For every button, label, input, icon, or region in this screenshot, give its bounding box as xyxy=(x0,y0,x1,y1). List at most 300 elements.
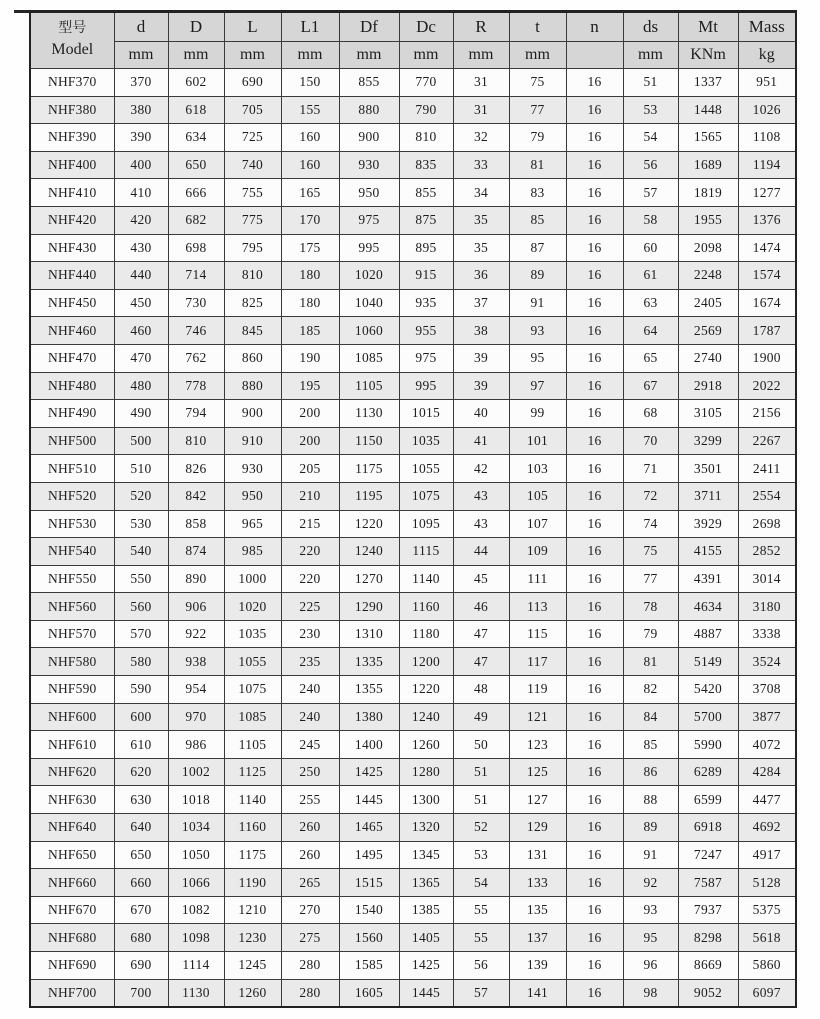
value-cell-dc: 1160 xyxy=(399,593,453,621)
value-cell-t: 141 xyxy=(509,979,566,1007)
value-cell-mass: 3708 xyxy=(738,676,796,704)
value-cell-df: 1335 xyxy=(339,648,399,676)
value-cell-dc: 935 xyxy=(399,289,453,317)
value-cell-mt: 1337 xyxy=(678,69,738,97)
value-cell-t: 101 xyxy=(509,427,566,455)
model-cell: NHF640 xyxy=(30,814,114,842)
value-cell-n: 16 xyxy=(566,289,623,317)
model-cell: NHF390 xyxy=(30,124,114,152)
value-cell-r: 56 xyxy=(453,952,509,980)
value-cell-d: 746 xyxy=(168,317,224,345)
column-header-d: D xyxy=(168,12,224,42)
value-cell-dc: 1095 xyxy=(399,510,453,538)
value-cell-ds: 85 xyxy=(623,731,678,759)
value-cell-mt: 2248 xyxy=(678,262,738,290)
value-cell-t: 81 xyxy=(509,151,566,179)
value-cell-d: 634 xyxy=(168,124,224,152)
value-cell-df: 1020 xyxy=(339,262,399,290)
value-cell-t: 113 xyxy=(509,593,566,621)
value-cell-mt: 5700 xyxy=(678,703,738,731)
value-cell-dc: 1115 xyxy=(399,538,453,566)
value-cell-r: 57 xyxy=(453,979,509,1007)
table-row xyxy=(30,620,796,648)
value-cell-mt: 3299 xyxy=(678,427,738,455)
value-cell-t: 127 xyxy=(509,786,566,814)
table-row xyxy=(30,482,796,510)
model-cell: NHF570 xyxy=(30,620,114,648)
value-cell-d: 380 xyxy=(114,96,168,124)
value-cell-r: 48 xyxy=(453,676,509,704)
value-cell-dc: 1055 xyxy=(399,455,453,483)
column-unit-mass: kg xyxy=(738,42,796,69)
value-cell-n: 16 xyxy=(566,565,623,593)
value-cell-t: 77 xyxy=(509,96,566,124)
value-cell-df: 1515 xyxy=(339,869,399,897)
value-cell-l: 860 xyxy=(224,344,281,372)
column-unit-n xyxy=(566,42,623,69)
value-cell-ds: 63 xyxy=(623,289,678,317)
value-cell-df: 1380 xyxy=(339,703,399,731)
value-cell-l: 725 xyxy=(224,124,281,152)
model-cell: NHF540 xyxy=(30,538,114,566)
value-cell-dc: 1200 xyxy=(399,648,453,676)
table-row xyxy=(30,786,796,814)
value-cell-n: 16 xyxy=(566,896,623,924)
table-row xyxy=(30,676,796,704)
value-cell-d: 550 xyxy=(114,565,168,593)
value-cell-n: 16 xyxy=(566,648,623,676)
column-unit-t: mm xyxy=(509,42,566,69)
value-cell-df: 1150 xyxy=(339,427,399,455)
column-header-l1: L1 xyxy=(281,12,339,42)
table-row xyxy=(30,179,796,207)
value-cell-mt: 7937 xyxy=(678,896,738,924)
value-cell-d: 430 xyxy=(114,234,168,262)
value-cell-mass: 951 xyxy=(738,69,796,97)
value-cell-dc: 1385 xyxy=(399,896,453,924)
model-cell: NHF700 xyxy=(30,979,114,1007)
table-row xyxy=(30,151,796,179)
value-cell-r: 44 xyxy=(453,538,509,566)
column-header-l: L xyxy=(224,12,281,42)
column-unit-d: mm xyxy=(114,42,168,69)
model-cell: NHF510 xyxy=(30,455,114,483)
model-cell: NHF550 xyxy=(30,565,114,593)
value-cell-d: 630 xyxy=(114,786,168,814)
model-cell: NHF520 xyxy=(30,482,114,510)
value-cell-l1: 170 xyxy=(281,206,339,234)
value-cell-d: 1050 xyxy=(168,841,224,869)
model-cell: NHF470 xyxy=(30,344,114,372)
value-cell-df: 1175 xyxy=(339,455,399,483)
value-cell-t: 133 xyxy=(509,869,566,897)
value-cell-l1: 220 xyxy=(281,565,339,593)
value-cell-dc: 995 xyxy=(399,372,453,400)
value-cell-l: 795 xyxy=(224,234,281,262)
value-cell-t: 83 xyxy=(509,179,566,207)
column-header-df: Df xyxy=(339,12,399,42)
model-cell: NHF650 xyxy=(30,841,114,869)
model-header-en: Model xyxy=(51,41,94,59)
value-cell-mass: 5618 xyxy=(738,924,796,952)
value-cell-mass: 2698 xyxy=(738,510,796,538)
value-cell-l1: 225 xyxy=(281,593,339,621)
value-cell-t: 105 xyxy=(509,482,566,510)
value-cell-df: 1240 xyxy=(339,538,399,566)
value-cell-l1: 180 xyxy=(281,289,339,317)
value-cell-l: 1105 xyxy=(224,731,281,759)
value-cell-dc: 895 xyxy=(399,234,453,262)
value-cell-l: 1035 xyxy=(224,620,281,648)
table-row xyxy=(30,565,796,593)
value-cell-mass: 2267 xyxy=(738,427,796,455)
model-cell: NHF490 xyxy=(30,400,114,428)
value-cell-d: 680 xyxy=(114,924,168,952)
value-cell-l: 965 xyxy=(224,510,281,538)
value-cell-mass: 2852 xyxy=(738,538,796,566)
value-cell-l: 1020 xyxy=(224,593,281,621)
value-cell-t: 95 xyxy=(509,344,566,372)
value-cell-t: 85 xyxy=(509,206,566,234)
value-cell-dc: 1300 xyxy=(399,786,453,814)
value-cell-ds: 96 xyxy=(623,952,678,980)
value-cell-l1: 190 xyxy=(281,344,339,372)
value-cell-df: 1540 xyxy=(339,896,399,924)
value-cell-n: 16 xyxy=(566,455,623,483)
model-cell: NHF580 xyxy=(30,648,114,676)
value-cell-mass: 1108 xyxy=(738,124,796,152)
table-header xyxy=(30,12,796,69)
value-cell-r: 46 xyxy=(453,593,509,621)
model-cell: NHF480 xyxy=(30,372,114,400)
value-cell-l1: 200 xyxy=(281,400,339,428)
value-cell-n: 16 xyxy=(566,96,623,124)
value-cell-d: 1002 xyxy=(168,758,224,786)
value-cell-n: 16 xyxy=(566,538,623,566)
value-cell-df: 1060 xyxy=(339,317,399,345)
value-cell-l1: 280 xyxy=(281,979,339,1007)
value-cell-r: 38 xyxy=(453,317,509,345)
value-cell-df: 1085 xyxy=(339,344,399,372)
value-cell-mt: 5420 xyxy=(678,676,738,704)
value-cell-l1: 155 xyxy=(281,96,339,124)
value-cell-ds: 77 xyxy=(623,565,678,593)
value-cell-dc: 1425 xyxy=(399,952,453,980)
value-cell-mt: 8669 xyxy=(678,952,738,980)
value-cell-ds: 92 xyxy=(623,869,678,897)
value-cell-d: 762 xyxy=(168,344,224,372)
value-cell-ds: 72 xyxy=(623,482,678,510)
value-cell-t: 99 xyxy=(509,400,566,428)
value-cell-l: 1160 xyxy=(224,814,281,842)
table-row xyxy=(30,841,796,869)
value-cell-r: 36 xyxy=(453,262,509,290)
value-cell-d: 650 xyxy=(168,151,224,179)
value-cell-r: 39 xyxy=(453,344,509,372)
value-cell-n: 16 xyxy=(566,814,623,842)
column-header-dc: Dc xyxy=(399,12,453,42)
value-cell-mt: 4391 xyxy=(678,565,738,593)
header-row-labels xyxy=(30,12,796,42)
value-cell-dc: 1445 xyxy=(399,979,453,1007)
value-cell-ds: 91 xyxy=(623,841,678,869)
value-cell-t: 123 xyxy=(509,731,566,759)
value-cell-mass: 1376 xyxy=(738,206,796,234)
value-cell-d: 666 xyxy=(168,179,224,207)
value-cell-ds: 53 xyxy=(623,96,678,124)
value-cell-df: 1130 xyxy=(339,400,399,428)
value-cell-r: 35 xyxy=(453,234,509,262)
value-cell-d: 810 xyxy=(168,427,224,455)
value-cell-t: 121 xyxy=(509,703,566,731)
value-cell-t: 79 xyxy=(509,124,566,152)
value-cell-dc: 1015 xyxy=(399,400,453,428)
value-cell-ds: 71 xyxy=(623,455,678,483)
value-cell-d: 1098 xyxy=(168,924,224,952)
value-cell-ds: 88 xyxy=(623,786,678,814)
value-cell-t: 137 xyxy=(509,924,566,952)
value-cell-mass: 1277 xyxy=(738,179,796,207)
table-row xyxy=(30,510,796,538)
value-cell-d: 610 xyxy=(114,731,168,759)
column-header-r: R xyxy=(453,12,509,42)
value-cell-ds: 86 xyxy=(623,758,678,786)
column-header-model xyxy=(30,12,114,69)
value-cell-mt: 2740 xyxy=(678,344,738,372)
value-cell-n: 16 xyxy=(566,69,623,97)
model-cell: NHF670 xyxy=(30,896,114,924)
value-cell-t: 103 xyxy=(509,455,566,483)
value-cell-dc: 1320 xyxy=(399,814,453,842)
value-cell-mt: 8298 xyxy=(678,924,738,952)
table-row xyxy=(30,455,796,483)
value-cell-r: 42 xyxy=(453,455,509,483)
table-row xyxy=(30,758,796,786)
value-cell-n: 16 xyxy=(566,841,623,869)
value-cell-l1: 180 xyxy=(281,262,339,290)
value-cell-d: 370 xyxy=(114,69,168,97)
value-cell-t: 93 xyxy=(509,317,566,345)
value-cell-d: 858 xyxy=(168,510,224,538)
table-row xyxy=(30,69,796,97)
value-cell-df: 950 xyxy=(339,179,399,207)
model-cell: NHF400 xyxy=(30,151,114,179)
value-cell-n: 16 xyxy=(566,593,623,621)
value-cell-ds: 89 xyxy=(623,814,678,842)
value-cell-mass: 2411 xyxy=(738,455,796,483)
value-cell-mt: 1955 xyxy=(678,206,738,234)
value-cell-l1: 220 xyxy=(281,538,339,566)
model-cell: NHF600 xyxy=(30,703,114,731)
column-unit-dc: mm xyxy=(399,42,453,69)
value-cell-ds: 98 xyxy=(623,979,678,1007)
model-cell: NHF630 xyxy=(30,786,114,814)
value-cell-mt: 7247 xyxy=(678,841,738,869)
value-cell-l: 1000 xyxy=(224,565,281,593)
value-cell-l: 810 xyxy=(224,262,281,290)
value-cell-dc: 915 xyxy=(399,262,453,290)
model-cell: NHF690 xyxy=(30,952,114,980)
value-cell-n: 16 xyxy=(566,124,623,152)
value-cell-r: 51 xyxy=(453,786,509,814)
value-cell-d: 1034 xyxy=(168,814,224,842)
model-cell: NHF560 xyxy=(30,593,114,621)
table-row xyxy=(30,896,796,924)
value-cell-l1: 215 xyxy=(281,510,339,538)
value-cell-n: 16 xyxy=(566,482,623,510)
value-cell-ds: 56 xyxy=(623,151,678,179)
value-cell-mass: 5375 xyxy=(738,896,796,924)
value-cell-t: 97 xyxy=(509,372,566,400)
value-cell-d: 670 xyxy=(114,896,168,924)
value-cell-d: 1066 xyxy=(168,869,224,897)
value-cell-d: 410 xyxy=(114,179,168,207)
value-cell-mass: 1194 xyxy=(738,151,796,179)
value-cell-mass: 2554 xyxy=(738,482,796,510)
value-cell-ds: 64 xyxy=(623,317,678,345)
value-cell-ds: 54 xyxy=(623,124,678,152)
spec-table xyxy=(29,10,797,1008)
model-cell: NHF500 xyxy=(30,427,114,455)
value-cell-mt: 5149 xyxy=(678,648,738,676)
value-cell-mt: 6599 xyxy=(678,786,738,814)
value-cell-d: 970 xyxy=(168,703,224,731)
value-cell-t: 115 xyxy=(509,620,566,648)
value-cell-df: 1495 xyxy=(339,841,399,869)
model-cell: NHF590 xyxy=(30,676,114,704)
value-cell-df: 975 xyxy=(339,206,399,234)
value-cell-n: 16 xyxy=(566,400,623,428)
value-cell-n: 16 xyxy=(566,758,623,786)
value-cell-mass: 3180 xyxy=(738,593,796,621)
value-cell-df: 1585 xyxy=(339,952,399,980)
value-cell-d: 530 xyxy=(114,510,168,538)
value-cell-n: 16 xyxy=(566,924,623,952)
value-cell-r: 50 xyxy=(453,731,509,759)
value-cell-d: 714 xyxy=(168,262,224,290)
column-unit-l: mm xyxy=(224,42,281,69)
value-cell-r: 51 xyxy=(453,758,509,786)
value-cell-l1: 240 xyxy=(281,703,339,731)
value-cell-n: 16 xyxy=(566,234,623,262)
value-cell-df: 1220 xyxy=(339,510,399,538)
value-cell-r: 33 xyxy=(453,151,509,179)
value-cell-mass: 4477 xyxy=(738,786,796,814)
value-cell-l1: 200 xyxy=(281,427,339,455)
model-cell: NHF620 xyxy=(30,758,114,786)
value-cell-d: 650 xyxy=(114,841,168,869)
value-cell-df: 995 xyxy=(339,234,399,262)
value-cell-l: 880 xyxy=(224,372,281,400)
value-cell-l: 740 xyxy=(224,151,281,179)
value-cell-dc: 1220 xyxy=(399,676,453,704)
value-cell-l: 1085 xyxy=(224,703,281,731)
model-cell: NHF460 xyxy=(30,317,114,345)
column-header-n: n xyxy=(566,12,623,42)
value-cell-mt: 1448 xyxy=(678,96,738,124)
value-cell-r: 34 xyxy=(453,179,509,207)
value-cell-t: 135 xyxy=(509,896,566,924)
value-cell-ds: 57 xyxy=(623,179,678,207)
value-cell-l1: 210 xyxy=(281,482,339,510)
value-cell-d: 580 xyxy=(114,648,168,676)
table-row xyxy=(30,96,796,124)
value-cell-d: 510 xyxy=(114,455,168,483)
value-cell-dc: 855 xyxy=(399,179,453,207)
value-cell-ds: 65 xyxy=(623,344,678,372)
value-cell-ds: 82 xyxy=(623,676,678,704)
column-unit-r: mm xyxy=(453,42,509,69)
value-cell-t: 89 xyxy=(509,262,566,290)
value-cell-d: 938 xyxy=(168,648,224,676)
value-cell-dc: 1035 xyxy=(399,427,453,455)
value-cell-mt: 7587 xyxy=(678,869,738,897)
table-row xyxy=(30,538,796,566)
value-cell-mass: 1026 xyxy=(738,96,796,124)
value-cell-l1: 280 xyxy=(281,952,339,980)
value-cell-dc: 1280 xyxy=(399,758,453,786)
model-cell: NHF680 xyxy=(30,924,114,952)
value-cell-d: 1018 xyxy=(168,786,224,814)
value-cell-d: 890 xyxy=(168,565,224,593)
value-cell-dc: 975 xyxy=(399,344,453,372)
table-row xyxy=(30,234,796,262)
value-cell-t: 129 xyxy=(509,814,566,842)
value-cell-mt: 3929 xyxy=(678,510,738,538)
value-cell-dc: 955 xyxy=(399,317,453,345)
value-cell-l1: 175 xyxy=(281,234,339,262)
value-cell-df: 1195 xyxy=(339,482,399,510)
value-cell-n: 16 xyxy=(566,731,623,759)
value-cell-mt: 2405 xyxy=(678,289,738,317)
value-cell-d: 590 xyxy=(114,676,168,704)
value-cell-n: 16 xyxy=(566,510,623,538)
value-cell-df: 900 xyxy=(339,124,399,152)
table-row xyxy=(30,731,796,759)
value-cell-d: 986 xyxy=(168,731,224,759)
value-cell-dc: 770 xyxy=(399,69,453,97)
value-cell-mass: 3524 xyxy=(738,648,796,676)
value-cell-t: 111 xyxy=(509,565,566,593)
value-cell-df: 930 xyxy=(339,151,399,179)
model-cell: NHF450 xyxy=(30,289,114,317)
table-row xyxy=(30,344,796,372)
value-cell-mt: 9052 xyxy=(678,979,738,1007)
value-cell-n: 16 xyxy=(566,344,623,372)
model-cell: NHF430 xyxy=(30,234,114,262)
value-cell-r: 49 xyxy=(453,703,509,731)
column-header-d: d xyxy=(114,12,168,42)
value-cell-ds: 81 xyxy=(623,648,678,676)
value-cell-d: 660 xyxy=(114,869,168,897)
column-header-t: t xyxy=(509,12,566,42)
column-unit-ds: mm xyxy=(623,42,678,69)
value-cell-mt: 2569 xyxy=(678,317,738,345)
value-cell-r: 52 xyxy=(453,814,509,842)
value-cell-ds: 95 xyxy=(623,924,678,952)
value-cell-d: 874 xyxy=(168,538,224,566)
value-cell-d: 640 xyxy=(114,814,168,842)
table-row xyxy=(30,124,796,152)
value-cell-mass: 1674 xyxy=(738,289,796,317)
value-cell-l1: 160 xyxy=(281,124,339,152)
value-cell-d: 682 xyxy=(168,206,224,234)
value-cell-d: 390 xyxy=(114,124,168,152)
value-cell-l1: 185 xyxy=(281,317,339,345)
value-cell-df: 1310 xyxy=(339,620,399,648)
value-cell-t: 87 xyxy=(509,234,566,262)
value-cell-mt: 6289 xyxy=(678,758,738,786)
